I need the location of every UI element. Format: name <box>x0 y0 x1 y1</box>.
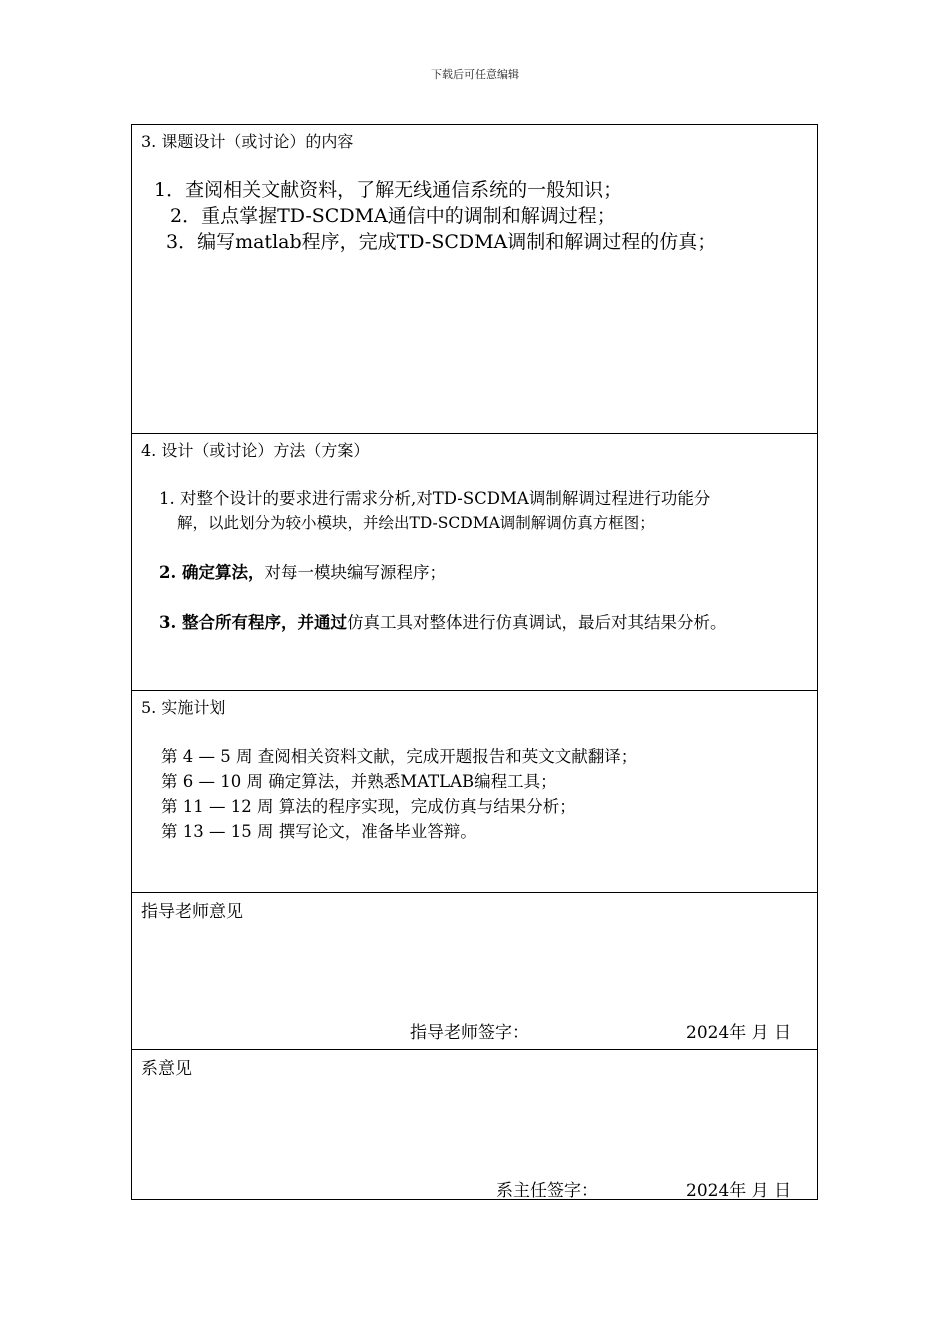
content-item-1: 1．查阅相关文献资料，了解无线通信系统的一般知识； <box>154 179 623 201</box>
section-title: 5. 实施计划 <box>141 698 226 717</box>
plan-item-2: 第 6 — 10 周 确定算法，并熟悉MATLAB编程工具； <box>161 772 557 791</box>
section-advisor-opinion <box>132 893 817 1050</box>
advisor-signature-label: 指导老师签字： <box>410 1023 529 1043</box>
method-item-2-bold: 2. 确定算法， <box>159 563 265 582</box>
section-title: 系意见 <box>141 1059 192 1079</box>
plan-item-3: 第 11 — 12 周 算法的程序实现，完成仿真与结果分析； <box>161 797 576 816</box>
method-item-3-text: 仿真工具对整体进行仿真调试，最后对其结果分析。 <box>346 613 727 632</box>
content-item-3: 3．编写matlab程序，完成TD-SCDMA调制和解调过程的仿真； <box>166 231 717 253</box>
method-item-3 <box>159 609 726 633</box>
method-item-2 <box>159 559 446 583</box>
section-title: 4. 设计（或讨论）方法（方案） <box>141 441 370 460</box>
section-title: 3. 课题设计（或讨论）的内容 <box>141 132 354 151</box>
section-title: 指导老师意见 <box>141 902 243 922</box>
proposal-form-table <box>131 124 818 1200</box>
method-item-1-line-2: 解，以此划分为较小模块，并绘出TD-SCDMA调制解调仿真方框图； <box>177 514 655 532</box>
section-design-content <box>132 125 817 434</box>
section-department-opinion <box>132 1050 817 1201</box>
department-signature-label: 系主任签字： <box>496 1181 598 1201</box>
page-header-note: 下载后可任意编辑 <box>431 68 519 81</box>
section-implementation-plan <box>132 691 817 893</box>
advisor-date: 2024年 月 日 <box>686 1023 792 1043</box>
section-design-method <box>132 434 817 691</box>
method-item-1-line-1: 1. 对整个设计的要求进行需求分析,对TD-SCDMA调制解调过程进行功能分 <box>159 489 711 508</box>
content-item-2: 2．重点掌握TD-SCDMA通信中的调制和解调过程； <box>170 205 616 227</box>
plan-item-4: 第 13 — 15 周 撰写论文，准备毕业答辩。 <box>161 822 477 841</box>
method-item-3-bold: 3. 整合所有程序，并通过 <box>159 613 347 632</box>
plan-item-1: 第 4 — 5 周 查阅相关资料文献，完成开题报告和英文文献翻译； <box>161 747 638 766</box>
method-item-2-text: 对每一模块编写源程序； <box>264 563 446 582</box>
department-date: 2024年 月 日 <box>686 1181 792 1201</box>
